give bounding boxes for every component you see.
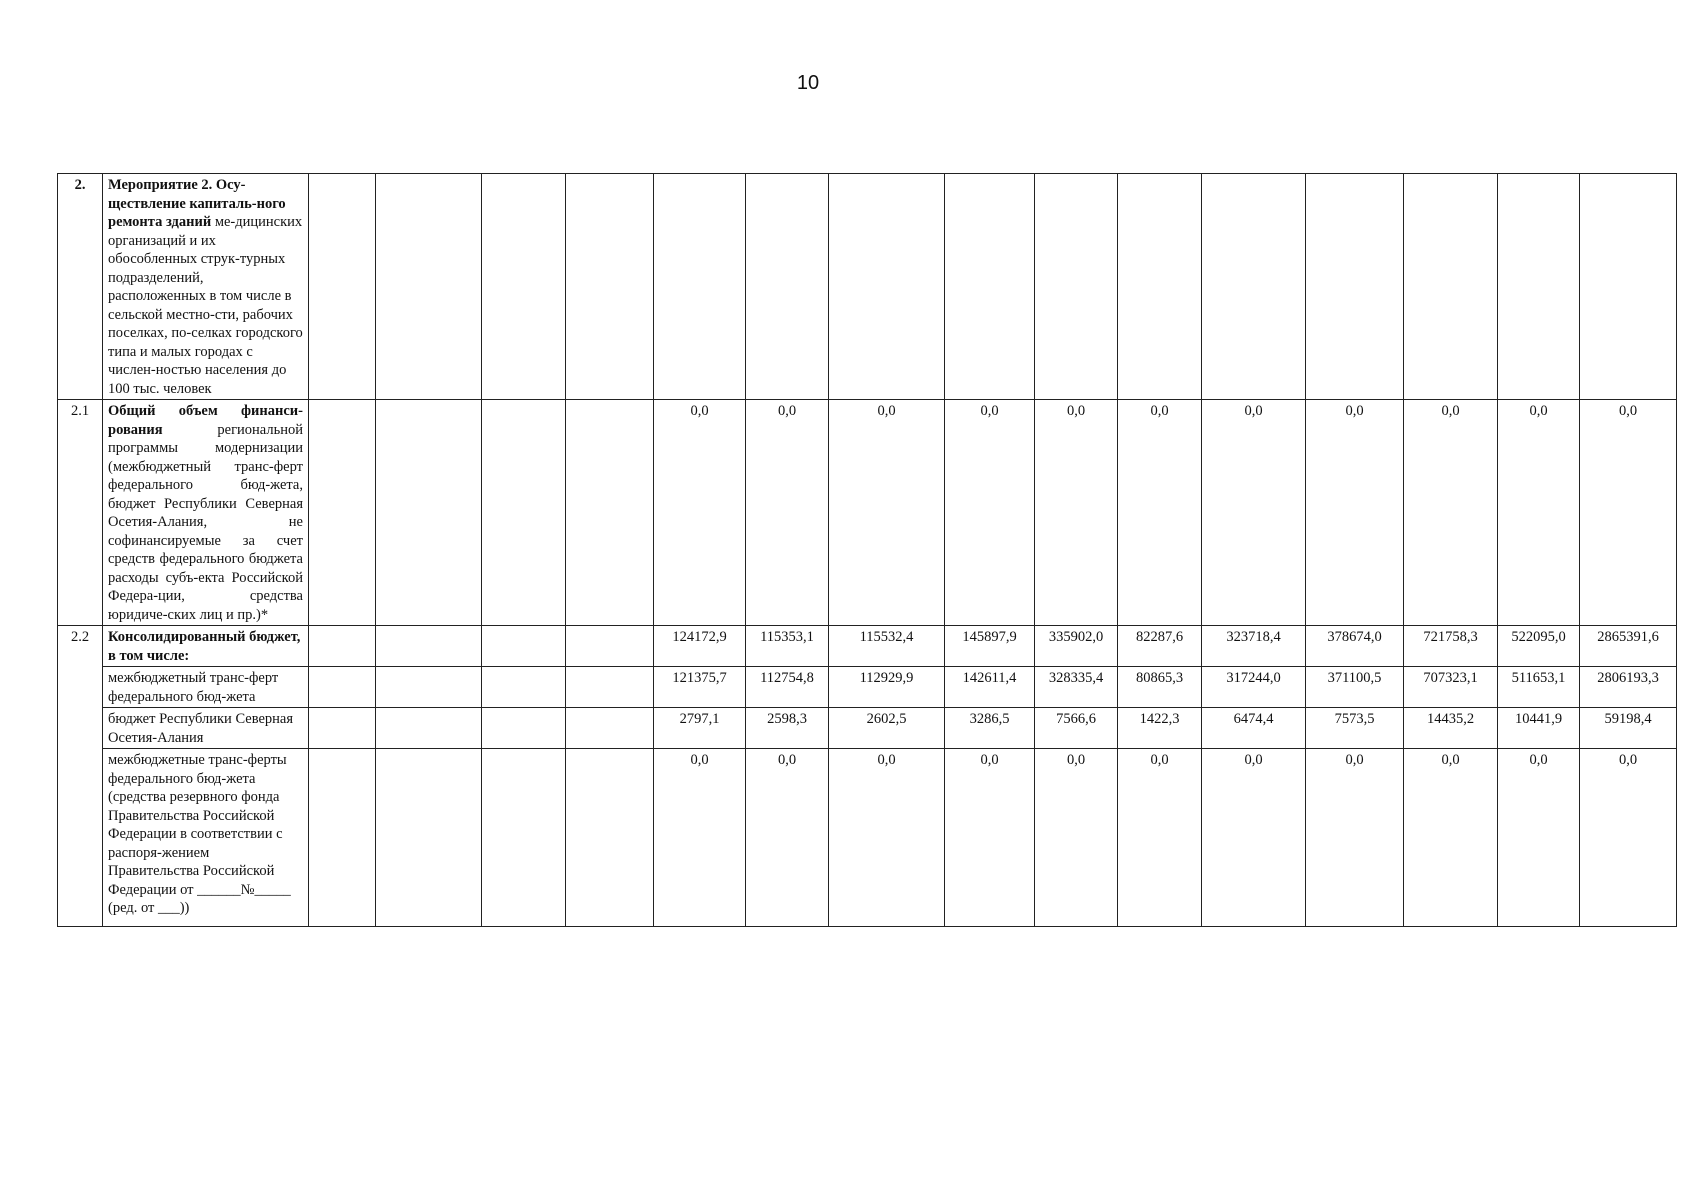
description-bold: Общий объем финанси-рования <box>108 403 303 438</box>
value-cell <box>746 174 829 400</box>
value-cell: 2797,1 <box>654 708 746 749</box>
value-cell: 0,0 <box>746 400 829 626</box>
row-number: 2. <box>58 174 103 400</box>
empty-cell <box>309 749 376 927</box>
value-cell: 0,0 <box>654 400 746 626</box>
value-cell: 328335,4 <box>1035 667 1118 708</box>
value-cell: 0,0 <box>654 749 746 927</box>
value-cell: 0,0 <box>1306 749 1404 927</box>
table-row <box>58 174 1677 400</box>
empty-cell <box>376 400 482 626</box>
value-cell: 0,0 <box>1035 400 1118 626</box>
value-cell: 522095,0 <box>1498 626 1580 667</box>
row-number: 2.2 <box>58 626 103 927</box>
value-cell: 0,0 <box>1306 400 1404 626</box>
empty-cell <box>376 708 482 749</box>
row-number: 2.1 <box>58 400 103 626</box>
financing-table <box>57 173 1677 927</box>
value-cell: 1422,3 <box>1118 708 1202 749</box>
description-text: ме-дицинских организаций и их обособленных струк-турных подразделений, расположенных в том числе в сельской местно-сти, рабочих поселках, по-селках городского типа и малых городах с числен-ностью населения до 100 тыс. человек <box>108 214 303 397</box>
row-description <box>103 400 309 626</box>
description-text: межбюджетные транс-ферты федерального бюд-жета (средства резервного фонда Правительства Российской Федерации в соответствии с распоря-жением Правительства Российской Федерации от ______№_____ (ред. от ___)) <box>108 752 291 916</box>
value-cell <box>654 174 746 400</box>
empty-cell <box>566 400 654 626</box>
value-cell: 0,0 <box>1035 749 1118 927</box>
empty-cell <box>566 749 654 927</box>
value-cell: 2598,3 <box>746 708 829 749</box>
value-cell: 323718,4 <box>1202 626 1306 667</box>
empty-cell <box>309 174 376 400</box>
value-cell: 0,0 <box>1118 400 1202 626</box>
value-cell: 0,0 <box>829 400 945 626</box>
row-description <box>103 708 309 749</box>
row-description <box>103 667 309 708</box>
value-cell: 511653,1 <box>1498 667 1580 708</box>
empty-cell <box>376 667 482 708</box>
value-cell: 0,0 <box>1118 749 1202 927</box>
empty-cell <box>309 667 376 708</box>
value-cell: 112929,9 <box>829 667 945 708</box>
table-row <box>58 626 1677 667</box>
empty-cell <box>482 174 566 400</box>
value-cell: 378674,0 <box>1306 626 1404 667</box>
value-cell: 0,0 <box>945 749 1035 927</box>
value-cell: 14435,2 <box>1404 708 1498 749</box>
empty-cell <box>566 626 654 667</box>
value-cell: 0,0 <box>1498 400 1580 626</box>
empty-cell <box>482 749 566 927</box>
value-cell: 0,0 <box>746 749 829 927</box>
value-cell: 0,0 <box>829 749 945 927</box>
empty-cell <box>309 400 376 626</box>
value-cell: 2865391,6 <box>1580 626 1677 667</box>
empty-cell <box>482 626 566 667</box>
empty-cell <box>309 708 376 749</box>
value-cell: 10441,9 <box>1498 708 1580 749</box>
value-cell <box>1498 174 1580 400</box>
row-description <box>103 626 309 667</box>
value-cell: 707323,1 <box>1404 667 1498 708</box>
row-description <box>103 749 309 927</box>
value-cell: 0,0 <box>1404 749 1498 927</box>
value-cell: 59198,4 <box>1580 708 1677 749</box>
table-row <box>58 749 1677 927</box>
value-cell: 0,0 <box>1580 400 1677 626</box>
value-cell <box>1404 174 1498 400</box>
empty-cell <box>376 174 482 400</box>
empty-cell <box>309 626 376 667</box>
value-cell: 115353,1 <box>746 626 829 667</box>
value-cell: 124172,9 <box>654 626 746 667</box>
value-cell: 3286,5 <box>945 708 1035 749</box>
value-cell: 121375,7 <box>654 667 746 708</box>
empty-cell <box>566 667 654 708</box>
row-description <box>103 174 309 400</box>
value-cell: 0,0 <box>1404 400 1498 626</box>
value-cell: 6474,4 <box>1202 708 1306 749</box>
empty-cell <box>482 708 566 749</box>
empty-cell <box>566 708 654 749</box>
value-cell <box>829 174 945 400</box>
value-cell: 115532,4 <box>829 626 945 667</box>
description-text: межбюджетный транс-ферт федерального бюд-жета <box>108 670 279 705</box>
table-row <box>58 400 1677 626</box>
value-cell: 145897,9 <box>945 626 1035 667</box>
value-cell: 0,0 <box>1498 749 1580 927</box>
value-cell: 2806193,3 <box>1580 667 1677 708</box>
value-cell: 7573,5 <box>1306 708 1404 749</box>
description-bold: Консолидированный бюджет, в том числе: <box>108 629 301 664</box>
value-cell <box>1035 174 1118 400</box>
page-number: 10 <box>796 72 820 94</box>
value-cell: 0,0 <box>1202 749 1306 927</box>
empty-cell <box>566 174 654 400</box>
value-cell <box>1118 174 1202 400</box>
value-cell <box>1202 174 1306 400</box>
value-cell <box>1306 174 1404 400</box>
value-cell <box>945 174 1035 400</box>
value-cell: 0,0 <box>945 400 1035 626</box>
description-text: региональной программы модернизации (межбюджетный транс-ферт федерального бюд-жета, бюджет Республики Северная Осетия-Алания, не софинансируемые за счет средств федерального бюджета расходы субъ-екта Российской Федера-ции, средства юридиче-ских лиц и пр.)* <box>108 421 303 623</box>
value-cell: 0,0 <box>1580 749 1677 927</box>
empty-cell <box>376 749 482 927</box>
value-cell: 335902,0 <box>1035 626 1118 667</box>
value-cell: 371100,5 <box>1306 667 1404 708</box>
value-cell: 0,0 <box>1202 400 1306 626</box>
description-bold: Мероприятие 2. Осу-ществление капиталь-ного ремонта зданий <box>108 177 286 230</box>
value-cell: 80865,3 <box>1118 667 1202 708</box>
empty-cell <box>482 667 566 708</box>
value-cell: 7566,6 <box>1035 708 1118 749</box>
value-cell: 317244,0 <box>1202 667 1306 708</box>
empty-cell <box>376 626 482 667</box>
value-cell: 721758,3 <box>1404 626 1498 667</box>
description-text: бюджет Республики Северная Осетия-Алания <box>108 711 294 746</box>
table-row <box>58 667 1677 708</box>
value-cell: 82287,6 <box>1118 626 1202 667</box>
value-cell: 142611,4 <box>945 667 1035 708</box>
table-row <box>58 708 1677 749</box>
value-cell: 112754,8 <box>746 667 829 708</box>
empty-cell <box>482 400 566 626</box>
value-cell <box>1580 174 1677 400</box>
value-cell: 2602,5 <box>829 708 945 749</box>
